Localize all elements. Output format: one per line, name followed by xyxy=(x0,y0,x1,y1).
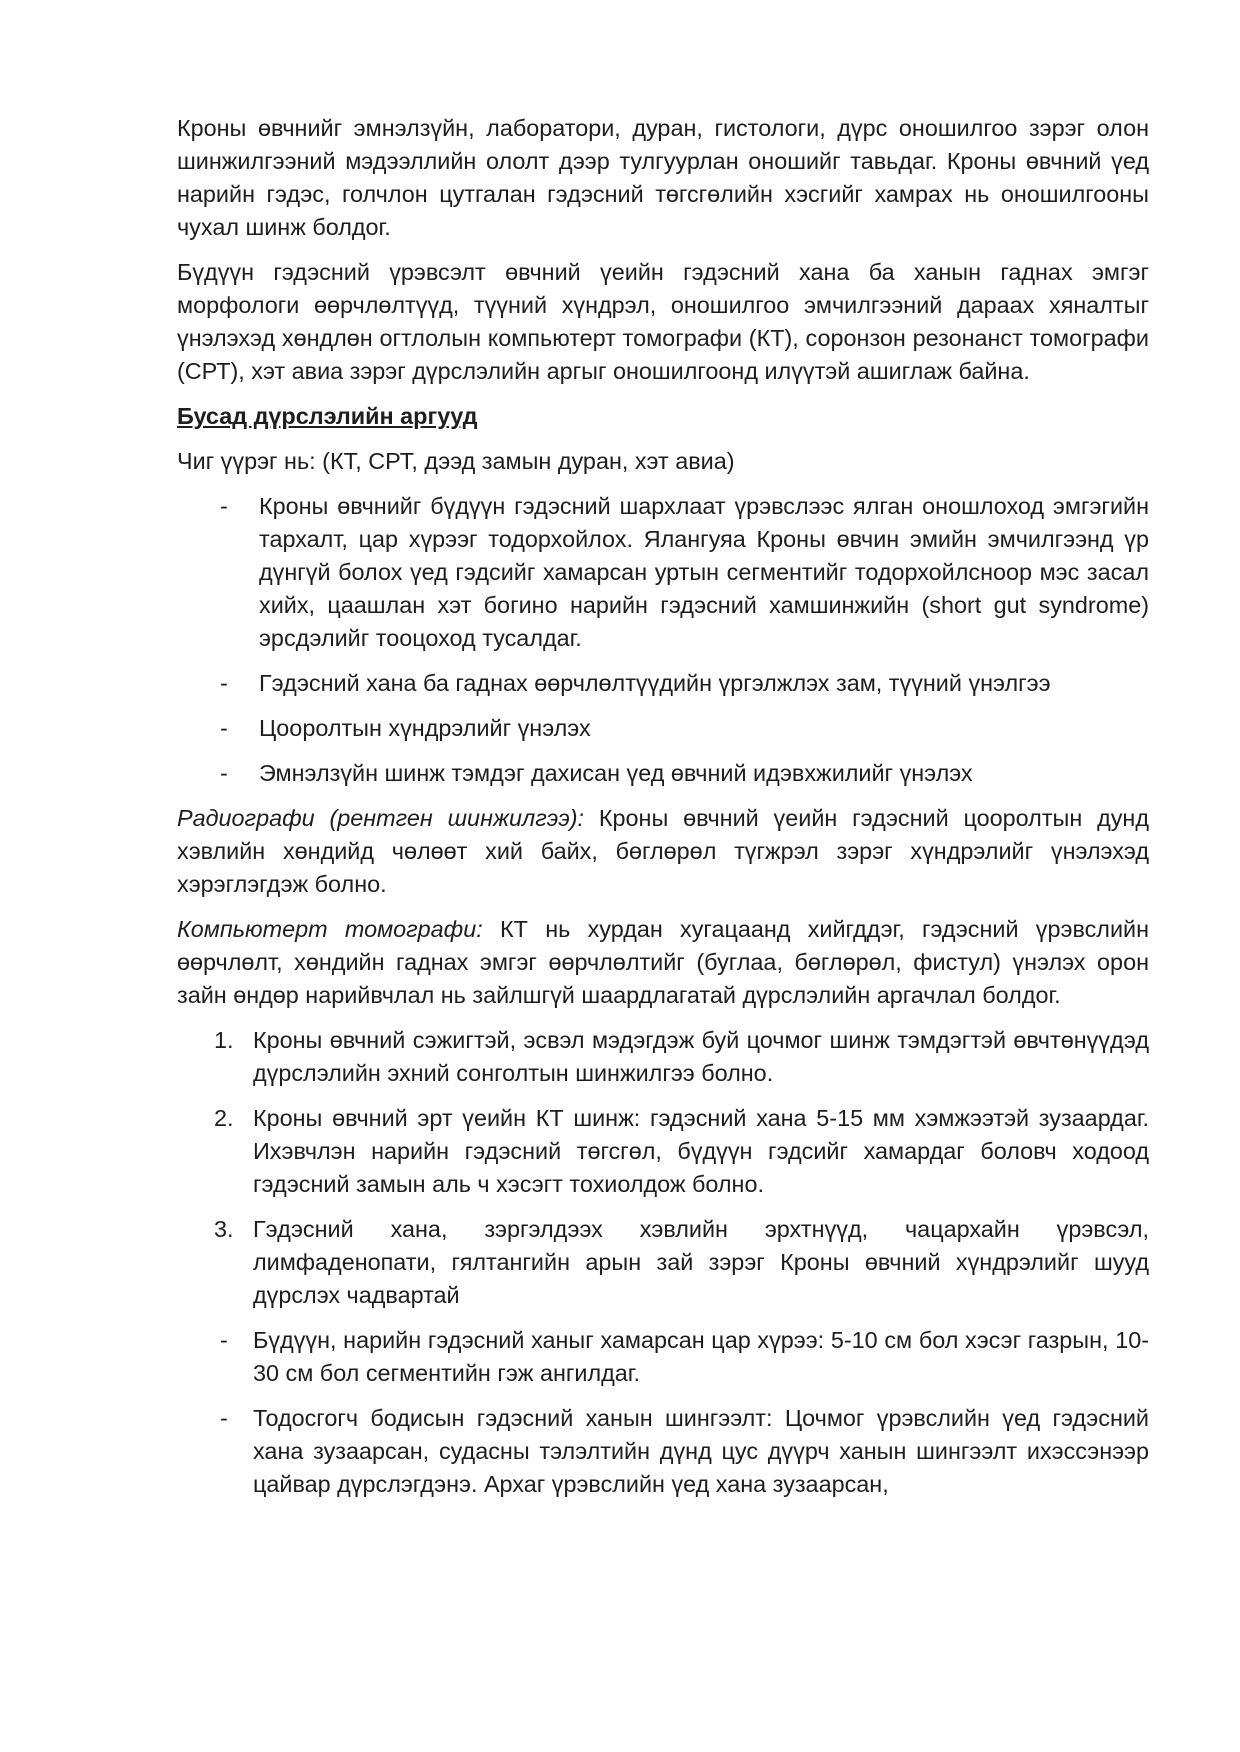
dash-marker: - xyxy=(220,1327,228,1353)
section-intro: Чиг үүрэг нь: (КТ, СРТ, дээд замын дуран, хэт авиа) xyxy=(177,448,735,474)
number-marker: 3. xyxy=(214,1216,234,1242)
ct-label: Компьютерт томографи: xyxy=(177,916,483,942)
ct-text: КТ нь хурдан хугацаанд хийгддэг, гэдэсний үрэвслийн өөрчлөлт, хөндийн гаднах эмгэг өөрчлөлтийг (буглаа, бөглөрөл, фистул) үнэлэх орон зайн өндөр нарийвчлал нь зайлшгүй шаардлагатай дүрслэлийн аргачлал болдог. xyxy=(177,916,1149,1008)
list-item xyxy=(177,667,1149,700)
list-item xyxy=(177,712,1149,745)
list-item-text: Бүдүүн, нарийн гэдэсний ханыг хамарсан цар хүрээ: 5-10 см бол хэсэг газрын, 10-30 см бол сегментийн гэж ангилдаг. xyxy=(253,1327,1149,1386)
dash-marker: - xyxy=(220,715,228,741)
radiography-paragraph xyxy=(177,802,1149,901)
list-item xyxy=(177,1102,1149,1201)
list-item-text: Цооролтын хүндрэлийг үнэлэх xyxy=(259,715,591,741)
list-item xyxy=(177,757,1149,790)
number-marker: 2. xyxy=(214,1105,234,1131)
list-item xyxy=(177,1402,1149,1501)
list-item-text: Эмнэлзүйн шинж тэмдэг дахисан үед өвчний идэвхжилийг үнэлэх xyxy=(259,760,973,786)
ct-paragraph xyxy=(177,913,1149,1012)
list-item xyxy=(177,1213,1149,1312)
list-item-text: Гэдэсний хана, зэргэлдээх хэвлийн эрхтнүүд, чацархайн үрэвсэл, лимфаденопати, гялтангийн арын зай зэрэг Кроны өвчний хүндрэлийг шууд дүрслэх чадвартай xyxy=(253,1216,1149,1308)
list-item-text: Тодосгогч бодисын гэдэсний ханын шингээлт: Цочмог үрэвслийн үед гэдэсний хана зузаарсан, судасны тэлэлтийн дүнд цус дүүрч ханын шингээлт ихэссэнээр цайвар дүрслэгдэнэ. Архаг үрэвслийн үед хана зузаарсан, xyxy=(253,1405,1149,1497)
list-item-text: Кроны өвчний эрт үеийн КТ шинж: гэдэсний хана 5-15 мм хэмжээтэй зузаардаг. Ихэвчлэн нарийн гэдэсний төгсгөл, бүдүүн гэдсийг хамардаг боловч ходоод гэдэсний замын аль ч хэсэгт тохиолдож болно. xyxy=(253,1105,1149,1197)
dash-marker: - xyxy=(220,493,228,519)
list-item xyxy=(177,1324,1149,1390)
roles-list xyxy=(177,490,1149,790)
number-marker: 1. xyxy=(214,1027,234,1053)
intro-paragraph: Кроны өвчнийг эмнэлзүйн, лаборатори, дуран, гистологи, дүрс оношилгоо зэрэг олон шинжилгээний мэдээллийн ололт дээр тулгуурлан оношийг тавьдаг. Кроны өвчний үед нарийн гэдэс, голчлон цутгалан гэдэсний төгсгөлийн хэсгийг хамрах нь оношилгооны чухал шинж болдог. xyxy=(177,115,1149,240)
list-item-text: Кроны өвчний сэжигтэй, эсвэл мэдэгдэж буй цочмог шинж тэмдэгтэй өвчтөнүүдэд дүрслэлийн эхний сонголтын шинжилгээ болно. xyxy=(253,1027,1149,1086)
ct-details-list xyxy=(177,1324,1149,1501)
document-page xyxy=(177,112,1149,1513)
list-item-text: Гэдэсний хана ба гаднах өөрчлөлтүүдийн үргэлжлэх зам, түүний үнэлгээ xyxy=(259,670,1051,696)
imaging-paragraph: Бүдүүн гэдэсний үрэвсэлт өвчний үеийн гэдэсний хана ба ханын гаднах эмгэг морфологи өөрчлөлтүүд, түүний хүндрэл, оношилгоо эмчилгээний дараах хяналтыг үнэлэхэд хөндлөн огтлолын компьютерт томографи (КТ), соронзон резонанст томографи (СРТ), хэт авиа зэрэг дүрслэлийн аргыг оношилгоонд илүүтэй ашиглаж байна. xyxy=(177,259,1149,384)
section-heading: Бусад дүрслэлийн аргууд xyxy=(177,403,478,429)
dash-marker: - xyxy=(220,1405,228,1431)
dash-marker: - xyxy=(220,760,228,786)
list-item-text: Кроны өвчнийг бүдүүн гэдэсний шархлаат үрэвслээс ялган оношлоход эмгэгийн тархалт, цар хүрээг тодорхойлох. Ялангуяа Кроны өвчин эмийн эмчилгээнд үр дүнгүй болох үед гэдсийг хамарсан уртын сегментийг тодорхойлсноор мэс засал хийх, цаашлан хэт богино нарийн гэдэсний хамшинжийн (short gut syndrome) эрсдэлийг тооцоход тусалдаг. xyxy=(259,493,1149,651)
radiography-text: Кроны өвчний үеийн гэдэсний цооролтын дунд хэвлийн хөндийд чөлөөт хий байх, бөглөрөл түгжрэл зэрэг хүндрэлийг үнэлэхэд хэрэглэгдэж болно. xyxy=(177,805,1150,897)
ct-points-list xyxy=(177,1024,1149,1312)
list-item xyxy=(177,1024,1149,1090)
dash-marker: - xyxy=(220,670,228,696)
radiography-label: Радиографи (рентген шинжилгээ): xyxy=(177,805,585,831)
list-item xyxy=(177,490,1149,655)
